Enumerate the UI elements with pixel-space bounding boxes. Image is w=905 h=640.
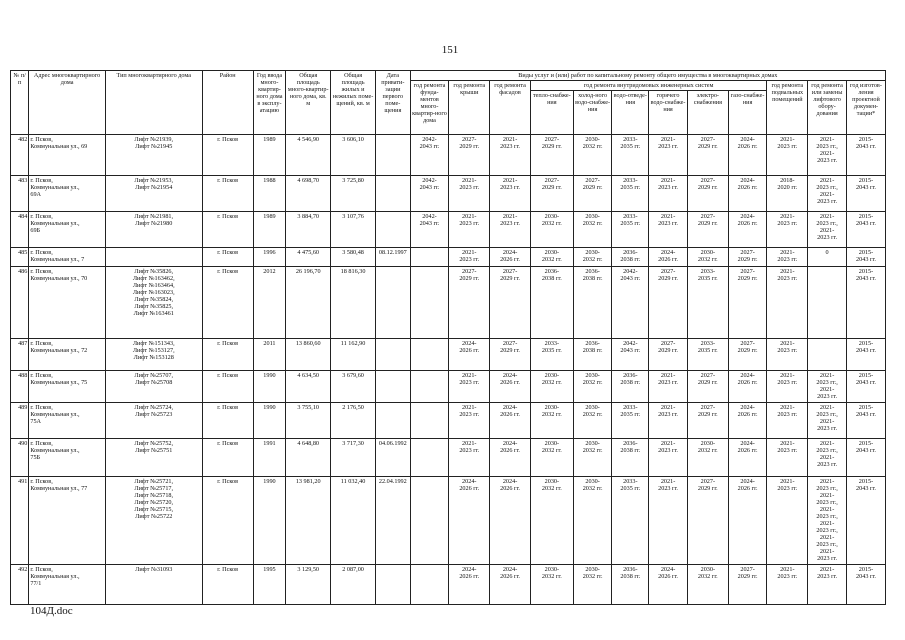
cell-year: 1996 <box>253 248 286 267</box>
cell-sewer: 2036- 2038 гг. <box>612 439 649 477</box>
cell-found <box>410 565 449 605</box>
cell-sewer: 2033- 2035 гг. <box>612 403 649 439</box>
cell-heat: 2027- 2029 гг. <box>530 135 573 176</box>
header-basement: год ремонта подвальных помещений <box>767 81 808 135</box>
page-number: 151 <box>441 44 459 56</box>
cell-addr: г. Псков, Коммунальная ул., 72 <box>29 339 105 371</box>
cell-base: 2021- 2023 гг. <box>767 565 808 605</box>
cell-facade: 2024- 2026 гг. <box>490 565 531 605</box>
cell-n: 488 <box>11 371 29 403</box>
cell-dist: г. Псков <box>202 477 253 565</box>
cell-gas: 2024- 2026 гг. <box>728 439 767 477</box>
cell-liftr: 2021- 2023 гг., 2021- 2023 гг. <box>808 371 847 403</box>
cell-year: 2011 <box>253 339 286 371</box>
cell-found <box>410 439 449 477</box>
cell-liftr <box>808 339 847 371</box>
header-roof: год ремонта крыши <box>449 81 490 135</box>
cell-year: 2012 <box>253 267 286 339</box>
cell-cold: 2036- 2038 гг. <box>573 267 612 339</box>
cell-heat: 2030- 2032 гг. <box>530 477 573 565</box>
cell-elec: 2030- 2032 гг. <box>687 565 728 605</box>
cell-roof: 2024- 2026 гг. <box>449 565 490 605</box>
cell-found: 2042- 2043 гг. <box>410 212 449 248</box>
cell-sewer: 2042- 2043 гг. <box>612 339 649 371</box>
cell-n: 490 <box>11 439 29 477</box>
cell-elec: 2027- 2029 гг. <box>687 477 728 565</box>
cell-cold: 2030- 2032 гг. <box>573 212 612 248</box>
cell-living: 3 580,48 <box>331 248 376 267</box>
cell-area: 4 546,90 <box>286 135 331 176</box>
cell-cold: 2030- 2032 гг. <box>573 403 612 439</box>
cell-addr: г. Псков, Коммунальная ул., 70 <box>29 267 105 339</box>
cell-elec: 2030- 2032 гг. <box>687 248 728 267</box>
cell-gas: 2024- 2026 гг. <box>728 477 767 565</box>
cell-elec: 2027- 2029 гг. <box>687 176 728 212</box>
cell-gas: 2024- 2026 гг. <box>728 176 767 212</box>
cell-year: 1995 <box>253 565 286 605</box>
cell-lift <box>105 248 202 267</box>
cell-priv <box>375 371 410 403</box>
cell-roof: 2021- 2023 гг. <box>449 439 490 477</box>
cell-hot: 2027- 2029 гг. <box>649 339 688 371</box>
cell-priv <box>375 267 410 339</box>
cell-cold: 2027- 2029 гг. <box>573 176 612 212</box>
cell-lift: Лифт №21953, Лифт №21954 <box>105 176 202 212</box>
cell-elec: 2027- 2029 гг. <box>687 212 728 248</box>
cell-found <box>410 267 449 339</box>
cell-lift: Лифт №151343, Лифт №153127, Лифт №153128 <box>105 339 202 371</box>
header-facade: год ремонта фасадов <box>490 81 531 135</box>
cell-priv <box>375 565 410 605</box>
cell-base: 2021- 2023 гг. <box>767 477 808 565</box>
cell-design: 2015- 2043 гг. <box>846 477 885 565</box>
cell-living: 11 162,90 <box>331 339 376 371</box>
table-row <box>11 267 886 339</box>
cell-base: 2018- 2020 гг. <box>767 176 808 212</box>
cell-living: 3 107,76 <box>331 212 376 248</box>
cell-roof: 2027- 2029 гг. <box>449 135 490 176</box>
cell-addr: г. Псков, Коммунальная ул., 77/1 <box>29 565 105 605</box>
cell-n: 487 <box>11 339 29 371</box>
cell-lift: Лифт №21981, Лифт №21980 <box>105 212 202 248</box>
cell-n: 492 <box>11 565 29 605</box>
cell-gas: 2024- 2026 гг. <box>728 135 767 176</box>
cell-addr: г. Псков, Коммунальная ул., 77 <box>29 477 105 565</box>
cell-sewer: 2036- 2038 гг. <box>612 371 649 403</box>
header-electric: электро-снабжения <box>687 91 728 135</box>
cell-addr: г. Псков, Коммунальная ул., 75А <box>29 403 105 439</box>
cell-elec: 2027- 2029 гг. <box>687 403 728 439</box>
cell-gas: 2027- 2029 гг. <box>728 248 767 267</box>
cell-elec: 2030- 2032 гг. <box>687 439 728 477</box>
cell-gas: 2027- 2029 гг. <box>728 565 767 605</box>
cell-liftr: 2021- 2023 гг., 2021- 2023 гг. <box>808 439 847 477</box>
header-sewer: водо-отведе-ния <box>612 91 649 135</box>
cell-area: 4 698,70 <box>286 176 331 212</box>
cell-liftr: 2021- 2023 гг., 2021- 2023 гг., 2021- 2023 гг., 2021- 2023 гг., 2021- 2023 гг., 2021- 2023 гг. <box>808 477 847 565</box>
cell-n: 485 <box>11 248 29 267</box>
table-row <box>11 477 886 565</box>
cell-sewer: 2033- 2035 гг. <box>612 477 649 565</box>
cell-lift: Лифт №25752, Лифт №25751 <box>105 439 202 477</box>
cell-facade: 2021- 2023 гг. <box>490 135 531 176</box>
cell-liftr: 2021- 2023 гг., 2021- 2023 гг. <box>808 176 847 212</box>
cell-area: 13 860,60 <box>286 339 331 371</box>
cell-heat: 2030- 2032 гг. <box>530 371 573 403</box>
cell-priv <box>375 212 410 248</box>
capital-repair-table <box>10 70 886 605</box>
cell-n: 483 <box>11 176 29 212</box>
cell-liftr: 2021- 2023 гг., 2021- 2023 гг. <box>808 403 847 439</box>
cell-design: 2015- 2043 гг. <box>846 267 885 339</box>
cell-found <box>410 403 449 439</box>
cell-design: 2015- 2043 гг. <box>846 248 885 267</box>
cell-dist: г. Псков <box>202 212 253 248</box>
cell-lift: Лифт №25721, Лифт №25717, Лифт №25718, Лифт №25720, Лифт №25715, Лифт №25722 <box>105 477 202 565</box>
cell-found <box>410 339 449 371</box>
footer-filename: 104Д.doc <box>30 605 73 617</box>
cell-living: 3 725,80 <box>331 176 376 212</box>
cell-living: 18 816,30 <box>331 267 376 339</box>
cell-found: 2042- 2043 гг. <box>410 176 449 212</box>
cell-gas: 2024- 2026 гг. <box>728 403 767 439</box>
cell-n: 491 <box>11 477 29 565</box>
cell-facade: 2027- 2029 гг. <box>490 267 531 339</box>
cell-gas: 2027- 2029 гг. <box>728 267 767 339</box>
table-body <box>11 135 886 605</box>
cell-addr: г. Псков, Коммунальная ул., 69Б <box>29 212 105 248</box>
cell-design: 2015- 2043 гг. <box>846 212 885 248</box>
cell-design: 2015- 2043 гг. <box>846 565 885 605</box>
cell-sewer: 2033- 2035 гг. <box>612 135 649 176</box>
cell-hot: 2021- 2023 гг. <box>649 212 688 248</box>
cell-base: 2021- 2023 гг. <box>767 439 808 477</box>
header-district: Район <box>202 71 253 135</box>
table-row <box>11 403 886 439</box>
cell-elec: 2027- 2029 гг. <box>687 371 728 403</box>
cell-liftr: 0 <box>808 248 847 267</box>
cell-roof: 2021- 2023 гг. <box>449 176 490 212</box>
cell-base: 2021- 2023 гг. <box>767 267 808 339</box>
table-row <box>11 248 886 267</box>
cell-base: 2021- 2023 гг. <box>767 403 808 439</box>
cell-found: 2042- 2043 гг. <box>410 135 449 176</box>
cell-roof: 2024- 2026 гг. <box>449 339 490 371</box>
cell-addr: г. Псков, Коммунальная ул., 75Б <box>29 439 105 477</box>
cell-roof: 2021- 2023 гг. <box>449 371 490 403</box>
cell-addr: г. Псков, Коммунальная ул., 75 <box>29 371 105 403</box>
cell-year: 1990 <box>253 371 286 403</box>
cell-lift: Лифт №31093 <box>105 565 202 605</box>
cell-heat: 2033- 2035 гг. <box>530 339 573 371</box>
cell-hot: 2024- 2026 гг. <box>649 248 688 267</box>
cell-year: 1990 <box>253 403 286 439</box>
cell-liftr: 2021- 2023 гг., 2021- 2023 гг. <box>808 212 847 248</box>
table-row <box>11 212 886 248</box>
cell-roof: 2024- 2026 гг. <box>449 477 490 565</box>
cell-facade: 2024- 2026 гг. <box>490 403 531 439</box>
cell-heat: 2030- 2032 гг. <box>530 439 573 477</box>
cell-hot: 2021- 2023 гг. <box>649 477 688 565</box>
cell-dist: г. Псков <box>202 339 253 371</box>
cell-area: 4 648,80 <box>286 439 331 477</box>
cell-area: 26 196,70 <box>286 267 331 339</box>
cell-dist: г. Псков <box>202 371 253 403</box>
cell-addr: г. Псков, Коммунальная ул., 69А <box>29 176 105 212</box>
cell-lift: Лифт №35826, Лифт №163462, Лифт №163464, Лифт №163023, Лифт №35824, Лифт №35825, Лифт №163461 <box>105 267 202 339</box>
cell-lift: Лифт №25724, Лифт №25723 <box>105 403 202 439</box>
cell-priv: 22.04.1992 <box>375 477 410 565</box>
cell-addr: г. Псков, Коммунальная ул., 69 <box>29 135 105 176</box>
cell-cold: 2030- 2032 гг. <box>573 477 612 565</box>
cell-dist: г. Псков <box>202 176 253 212</box>
cell-addr: г. Псков, Коммунальная ул., 7 <box>29 248 105 267</box>
cell-sewer: 2033- 2035 гг. <box>612 212 649 248</box>
cell-elec: 2033- 2035 гг. <box>687 339 728 371</box>
cell-cold: 2030- 2032 гг. <box>573 565 612 605</box>
cell-facade: 2027- 2029 гг. <box>490 339 531 371</box>
cell-living: 2 176,50 <box>331 403 376 439</box>
cell-lift: Лифт №21939, Лифт №21945 <box>105 135 202 176</box>
header-gas: газо-снабже-ния <box>728 91 767 135</box>
header-lift-repair: год ремонта или замены лифтового обору-дования <box>808 81 847 135</box>
cell-living: 3 679,60 <box>331 371 376 403</box>
cell-year: 1989 <box>253 135 286 176</box>
header-num: № п/п <box>11 71 29 135</box>
cell-gas: 2027- 2029 гг. <box>728 339 767 371</box>
cell-dist: г. Псков <box>202 135 253 176</box>
cell-year: 1991 <box>253 439 286 477</box>
cell-lift: Лифт №25707, Лифт №25708 <box>105 371 202 403</box>
cell-heat: 2030- 2032 гг. <box>530 403 573 439</box>
cell-cold: 2030- 2032 гг. <box>573 439 612 477</box>
cell-liftr <box>808 267 847 339</box>
cell-facade: 2024- 2026 гг. <box>490 439 531 477</box>
cell-priv <box>375 339 410 371</box>
table-row <box>11 176 886 212</box>
table-row <box>11 439 886 477</box>
cell-elec: 2033- 2035 гг. <box>687 267 728 339</box>
cell-year: 1989 <box>253 212 286 248</box>
cell-sewer: 2042- 2043 гг. <box>612 267 649 339</box>
cell-cold: 2030- 2032 гг. <box>573 371 612 403</box>
cell-design: 2015- 2043 гг. <box>846 176 885 212</box>
cell-dist: г. Псков <box>202 267 253 339</box>
cell-sewer: 2036- 2038 гг. <box>612 565 649 605</box>
cell-dist: г. Псков <box>202 439 253 477</box>
cell-facade: 2024- 2026 гг. <box>490 477 531 565</box>
cell-design: 2015- 2043 гг. <box>846 439 885 477</box>
cell-living: 2 087,00 <box>331 565 376 605</box>
cell-cold: 2036- 2038 гг. <box>573 339 612 371</box>
cell-base: 2021- 2023 гг. <box>767 339 808 371</box>
cell-gas: 2024- 2026 гг. <box>728 212 767 248</box>
cell-facade: 2024- 2026 гг. <box>490 371 531 403</box>
cell-priv: 04.06.1992 <box>375 439 410 477</box>
cell-priv <box>375 135 410 176</box>
cell-heat: 2027- 2029 гг. <box>530 176 573 212</box>
header-heat: тепло-снабже-ния <box>530 91 573 135</box>
cell-gas: 2024- 2026 гг. <box>728 371 767 403</box>
cell-base: 2021- 2023 гг. <box>767 248 808 267</box>
cell-priv: 08.12.1997 <box>375 248 410 267</box>
cell-heat: 2030- 2032 гг. <box>530 248 573 267</box>
cell-facade: 2024- 2026 гг. <box>490 248 531 267</box>
cell-living: 3 606,10 <box>331 135 376 176</box>
cell-roof: 2021- 2023 гг. <box>449 212 490 248</box>
header-total-area: Общая площадь много-квартир-ного дома, кв. м <box>286 71 331 135</box>
cell-area: 4 634,50 <box>286 371 331 403</box>
table-row <box>11 371 886 403</box>
cell-hot: 2021- 2023 гг. <box>649 135 688 176</box>
cell-facade: 2021- 2023 гг. <box>490 176 531 212</box>
header-priv-date: Дата привати-зации первого поме-щения <box>375 71 410 135</box>
cell-living: 11 032,40 <box>331 477 376 565</box>
cell-hot: 2027- 2029 гг. <box>649 267 688 339</box>
cell-hot: 2021- 2023 гг. <box>649 403 688 439</box>
cell-priv <box>375 176 410 212</box>
header-year-built: Год ввода много-квартир-ного дома в эксплу-атацию <box>253 71 286 135</box>
cell-design: 2015- 2043 гг. <box>846 403 885 439</box>
header-lift-type: Тип многоквартирного дома <box>105 71 202 135</box>
header-systems-group: год ремонта внутридомовых инженерных систем <box>530 81 767 91</box>
cell-area: 3 129,50 <box>286 565 331 605</box>
cell-base: 2021- 2023 гг. <box>767 371 808 403</box>
cell-hot: 2021- 2023 гг. <box>649 176 688 212</box>
cell-year: 1990 <box>253 477 286 565</box>
cell-area: 13 981,20 <box>286 477 331 565</box>
cell-n: 482 <box>11 135 29 176</box>
cell-n: 489 <box>11 403 29 439</box>
cell-area: 3 884,70 <box>286 212 331 248</box>
cell-priv <box>375 403 410 439</box>
cell-elec: 2027- 2029 гг. <box>687 135 728 176</box>
cell-area: 4 475,60 <box>286 248 331 267</box>
cell-liftr: 2021- 2023 гг. <box>808 565 847 605</box>
header-address: Адрес многоквартирного дома <box>29 71 105 135</box>
cell-sewer: 2036- 2038 гг. <box>612 248 649 267</box>
cell-hot: 2024- 2026 гг. <box>649 565 688 605</box>
cell-design: 2015- 2043 гг. <box>846 135 885 176</box>
cell-base: 2021- 2023 гг. <box>767 135 808 176</box>
cell-year: 1988 <box>253 176 286 212</box>
cell-sewer: 2033- 2035 гг. <box>612 176 649 212</box>
cell-living: 3 717,30 <box>331 439 376 477</box>
cell-cold: 2030- 2032 гг. <box>573 248 612 267</box>
cell-hot: 2021- 2023 гг. <box>649 371 688 403</box>
header-cold-water: холод-ного водо-снабже-ния <box>573 91 612 135</box>
cell-found <box>410 248 449 267</box>
cell-base: 2021- 2023 гг. <box>767 212 808 248</box>
cell-area: 3 755,10 <box>286 403 331 439</box>
cell-hot: 2021- 2023 гг. <box>649 439 688 477</box>
table-row <box>11 339 886 371</box>
cell-liftr: 2021- 2023 гг., 2021- 2023 гг. <box>808 135 847 176</box>
table-row <box>11 565 886 605</box>
cell-found <box>410 371 449 403</box>
cell-design: 2015- 2043 гг. <box>846 371 885 403</box>
header-foundation: год ремонта фунда-ментов много-квартир-ного дома <box>410 81 449 135</box>
cell-heat: 2030- 2032 гг. <box>530 565 573 605</box>
cell-facade: 2021- 2023 гг. <box>490 212 531 248</box>
cell-dist: г. Псков <box>202 403 253 439</box>
cell-found <box>410 477 449 565</box>
cell-n: 486 <box>11 267 29 339</box>
cell-dist: г. Псков <box>202 248 253 267</box>
cell-cold: 2030- 2032 гг. <box>573 135 612 176</box>
header-works-group: Виды услуг и (или) работ по капитальному ремонту общего имущества в многоквартирных домах <box>410 71 885 81</box>
cell-roof: 2027- 2029 гг. <box>449 267 490 339</box>
cell-roof: 2021- 2023 гг. <box>449 403 490 439</box>
cell-roof: 2021- 2023 гг. <box>449 248 490 267</box>
header-hot-water: горячего водо-снабже-ния <box>649 91 688 135</box>
table-row <box>11 135 886 176</box>
header-living-area: Общая площадь жилых и нежилых поме-щений, кв. м <box>331 71 376 135</box>
header-design: год изготов-ления проектной докумен-тации* <box>846 81 885 135</box>
cell-heat: 2030- 2032 гг. <box>530 212 573 248</box>
cell-heat: 2036- 2038 гг. <box>530 267 573 339</box>
cell-design: 2015- 2043 гг. <box>846 339 885 371</box>
cell-dist: г. Псков <box>202 565 253 605</box>
cell-n: 484 <box>11 212 29 248</box>
